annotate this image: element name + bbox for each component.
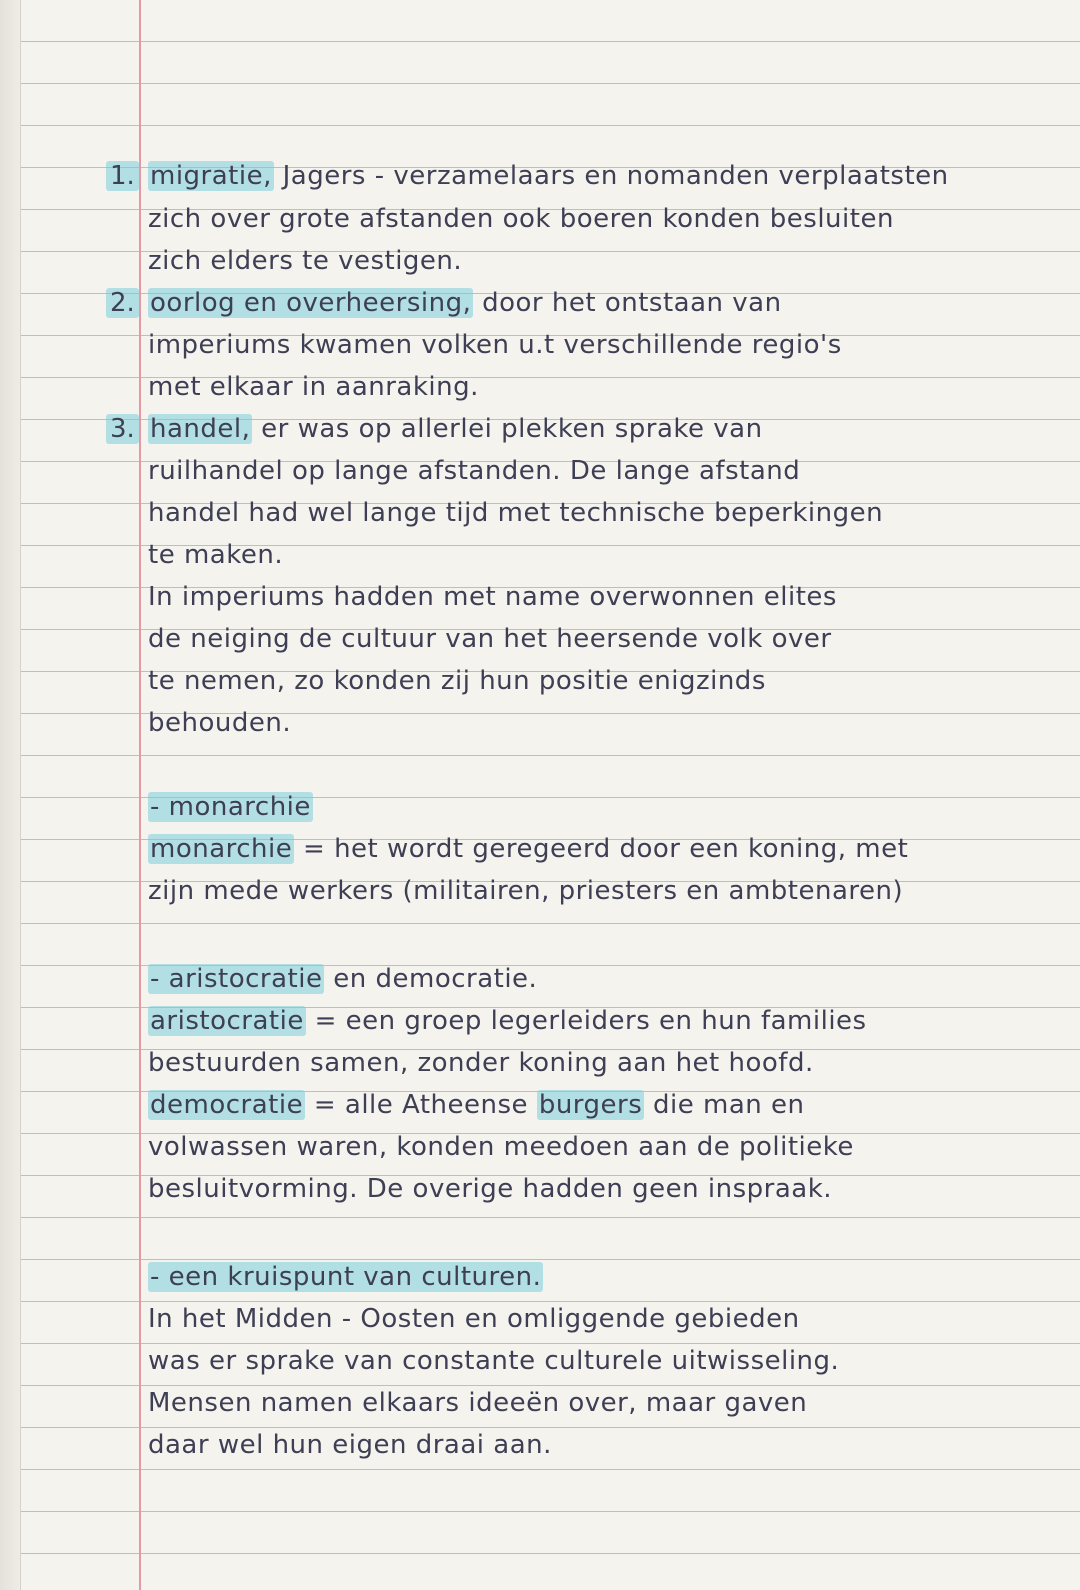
- note-line: met elkaar in aanraking.: [148, 372, 479, 402]
- note-line: te nemen, zo konden zij hun positie enigzinds: [148, 666, 766, 696]
- note-line: besluitvorming. De overige hadden geen inspraak.: [148, 1174, 833, 1204]
- note-line: handel had wel lange tijd met technische beperkingen: [148, 498, 884, 528]
- note-line: In imperiums hadden met name overwonnen elites: [148, 582, 837, 612]
- note-line: zich elders te vestigen.: [148, 246, 463, 276]
- note-line: [148, 1005, 867, 1037]
- note-line: de neiging de cultuur van het heersende volk over: [148, 624, 832, 654]
- note-text: door het ontstaan van: [473, 288, 782, 318]
- note-text: er was op allerlei plekken sprake van: [252, 414, 763, 444]
- note-line: Mensen namen elkaars ideeën over, maar gaven: [148, 1388, 808, 1418]
- section-heading-aristocratie-democratie: [148, 963, 537, 995]
- note-line: imperiums kwamen volken u.t verschillende regio's: [148, 330, 842, 360]
- note-text: = een groep legerleiders en hun families: [305, 1006, 867, 1036]
- term-burgers: burgers: [538, 1090, 643, 1120]
- notebook-binding: [0, 0, 21, 1590]
- section-heading-kruispunt: [148, 1261, 543, 1293]
- note-line: te maken.: [148, 540, 284, 570]
- note-line: zijn mede werkers (militairen, priesters en ambtenaren): [148, 876, 904, 906]
- note-line: daar wel hun eigen draai aan.: [148, 1430, 552, 1460]
- note-text: = het wordt geregeerd door een koning, met: [294, 834, 909, 864]
- note-line: [148, 413, 763, 445]
- note-line: [148, 1089, 805, 1121]
- note-line: In het Midden - Oosten en omliggende gebieden: [148, 1304, 800, 1334]
- note-line: bestuurden samen, zonder koning aan het hoofd.: [148, 1048, 814, 1078]
- term-aristocratie: aristocratie: [150, 1006, 304, 1036]
- heading-highlight: - aristocratie: [150, 964, 323, 994]
- term-monarchie: monarchie: [150, 834, 293, 864]
- highlight-number-1: 1.: [106, 161, 139, 191]
- note-line: [148, 833, 908, 865]
- list-number-2: [106, 287, 139, 319]
- note-line: volwassen waren, konden meedoen aan de politieke: [148, 1132, 854, 1162]
- heading-highlight: - een kruispunt van culturen.: [150, 1262, 542, 1292]
- margin-line: [139, 0, 141, 1590]
- highlight-number-2: 2.: [106, 288, 139, 318]
- note-line: [148, 160, 949, 192]
- note-text: = alle Atheense: [305, 1090, 537, 1120]
- term-oorlog-en-overheersing: oorlog en overheersing,: [150, 288, 472, 318]
- list-number-1: [106, 160, 139, 192]
- highlight-number-3: 3.: [106, 414, 139, 444]
- term-democratie: democratie: [150, 1090, 304, 1120]
- section-heading-monarchie: [148, 791, 313, 823]
- note-text: Jagers - verzamelaars en nomanden verplaatsten: [273, 161, 949, 191]
- list-number-3: [106, 413, 139, 445]
- term-migratie: migratie,: [150, 161, 272, 191]
- term-handel: handel,: [150, 414, 251, 444]
- note-line: ruilhandel op lange afstanden. De lange afstand: [148, 456, 801, 486]
- note-line: was er sprake van constante culturele uitwisseling.: [148, 1346, 840, 1376]
- note-line: zich over grote afstanden ook boeren konden besluiten: [148, 204, 894, 234]
- note-line: behouden.: [148, 708, 292, 738]
- heading-highlight: - monarchie: [150, 792, 311, 822]
- note-line: [148, 287, 782, 319]
- note-text: die man en: [644, 1090, 805, 1120]
- heading-text: en democratie.: [324, 964, 538, 994]
